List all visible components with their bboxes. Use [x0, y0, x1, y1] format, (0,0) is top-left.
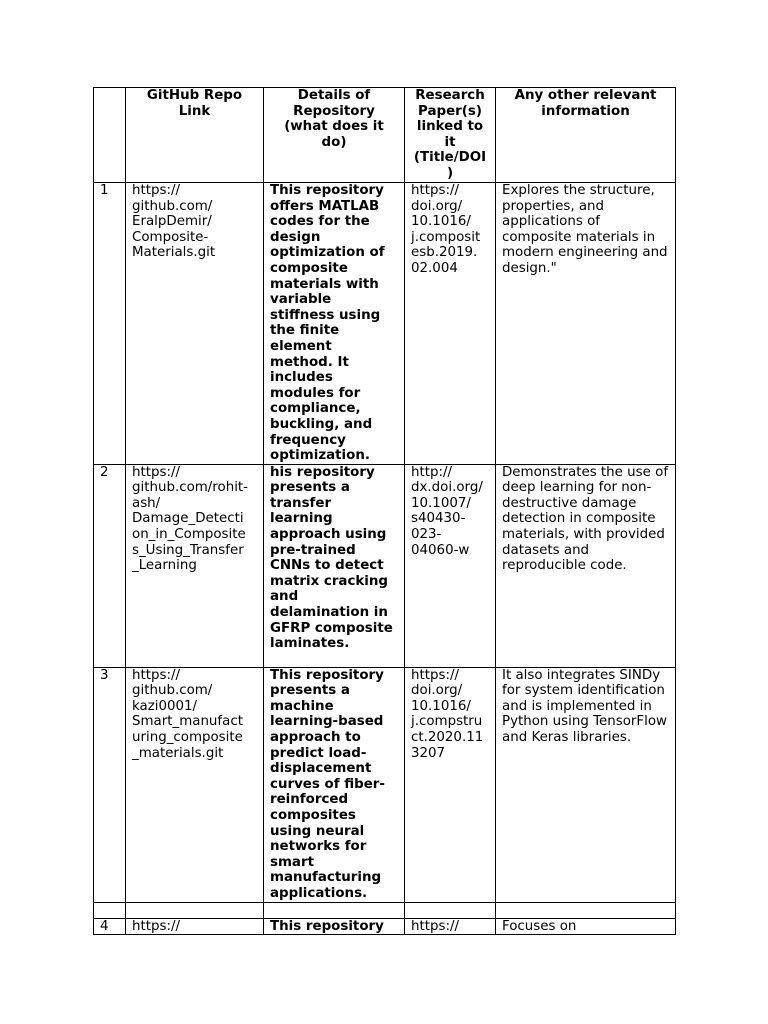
paper-link[interactable]: https://: [405, 918, 496, 935]
header-details: Details of Repository (what does it do): [264, 88, 405, 183]
table-row: [94, 918, 676, 935]
repo-link[interactable]: https:// github.com/rohit- ash/ Damage_Detecti on_in_Composite s_Using_Transfer _Learning: [126, 464, 264, 667]
other-info: Demonstrates the use of deep learning for non-destructive damage detection in composite materials, with provided datasets and reproducible code.: [496, 464, 676, 667]
repo-details: his repository presents a transfer learning approach using pre-trained CNNs to detect matrix cracking and delamination in GFRP composite laminates.: [264, 464, 405, 667]
other-info: It also integrates SINDy for system identification and is implemented in Python using TensorFlow and Keras libraries.: [496, 667, 676, 902]
repo-link[interactable]: https:// github.com/ kazi0001/ Smart_manufact uring_composite _materials.git: [126, 667, 264, 902]
table-row: [94, 667, 676, 902]
row-number: 1: [94, 183, 126, 465]
paper-link[interactable]: https:// doi.org/ 10.1016/ j.compstru ct.2020.11 3207: [405, 667, 496, 902]
table-row: [94, 183, 676, 465]
repository-table: [93, 87, 676, 935]
header-research-papers: Research Paper(s) linked to it (Title/DOI): [405, 88, 496, 183]
repo-details: This repository presents a machine learning-based approach to predict load-displacement curves of fiber-reinforced composites using neural networks for smart manufacturing applications.: [264, 667, 405, 902]
row-number: 4: [94, 918, 126, 935]
repo-link[interactable]: https://: [126, 918, 264, 935]
paper-link[interactable]: https:// doi.org/ 10.1016/ j.composit esb.2019. 02.004: [405, 183, 496, 465]
empty-cell: [405, 902, 496, 918]
header-github-repo-link: GitHub Repo Link: [126, 88, 264, 183]
paper-link[interactable]: http:// dx.doi.org/ 10.1007/ s40430- 023- 04060-w: [405, 464, 496, 667]
empty-cell: [496, 902, 676, 918]
other-info: Explores the structure, properties, and applications of composite materials in modern engineering and design.": [496, 183, 676, 465]
repo-details: This repository: [264, 918, 405, 935]
empty-cell: [264, 902, 405, 918]
row-number: 2: [94, 464, 126, 667]
table-row: [94, 464, 676, 667]
empty-cell: [94, 902, 126, 918]
header-other-info: Any other relevant information: [496, 88, 676, 183]
empty-row: [94, 902, 676, 918]
other-info: Focuses on: [496, 918, 676, 935]
header-row: [94, 88, 676, 183]
repo-link[interactable]: https:// github.com/ EralpDemir/ Composite- Materials.git: [126, 183, 264, 465]
header-index: [94, 88, 126, 183]
empty-cell: [126, 902, 264, 918]
row-number: 3: [94, 667, 126, 902]
repo-details: This repository offers MATLAB codes for the design optimization of composite materials with variable stiffness using the finite element method. It includes modules for compliance, buckling, and frequency optimization.: [264, 183, 405, 465]
